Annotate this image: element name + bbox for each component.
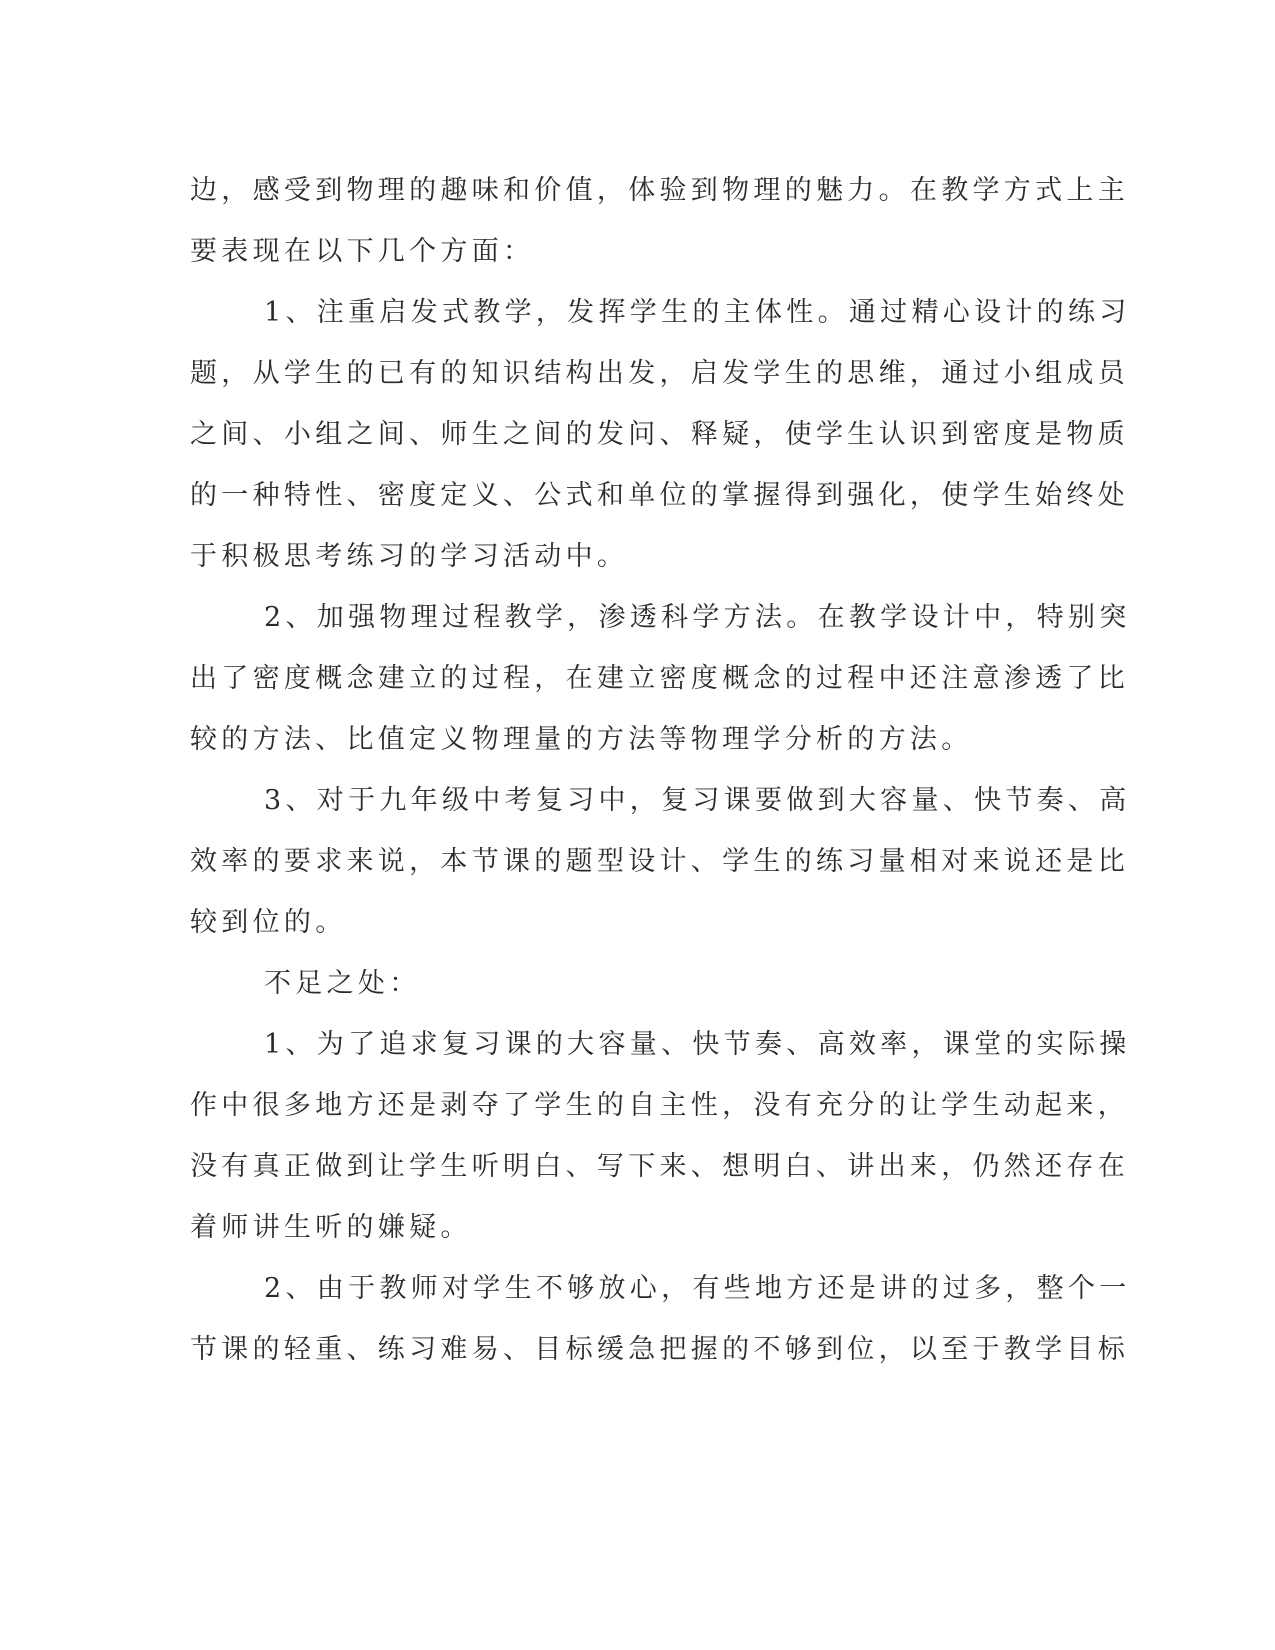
text-line: 3、对于九年级中考复习中，复习课要做到大容量、快节奏、高 <box>264 785 1131 816</box>
text-line: 着师讲生听的嫌疑。 <box>190 1212 472 1243</box>
text-line: 的一种特性、密度定义、公式和单位的掌握得到强化，使学生始终处 <box>190 480 1129 511</box>
text-line: 2、加强物理过程教学，渗透科学方法。在教学设计中，特别突 <box>264 602 1131 633</box>
text-line: 效率的要求来说，本节课的题型设计、学生的练习量相对来说还是比 <box>190 846 1129 877</box>
text-line: 2、由于教师对学生不够放心，有些地方还是讲的过多，整个一 <box>264 1273 1131 1304</box>
text-line: 较的方法、比值定义物理量的方法等物理学分析的方法。 <box>190 724 973 755</box>
text-line: 之间、小组之间、师生之间的发问、释疑，使学生认识到密度是物质 <box>190 419 1129 450</box>
text-line: 题，从学生的已有的知识结构出发，启发学生的思维，通过小组成员 <box>190 358 1129 389</box>
text-line: 边，感受到物理的趣味和价值，体验到物理的魅力。在教学方式上主 <box>190 175 1129 206</box>
text-line: 于积极思考练习的学习活动中。 <box>190 541 629 572</box>
text-line: 1、为了追求复习课的大容量、快节奏、高效率，课堂的实际操 <box>264 1029 1131 1060</box>
text-line: 没有真正做到让学生听明白、写下来、想明白、讲出来，仍然还存在 <box>190 1151 1129 1182</box>
text-line: 作中很多地方还是剥夺了学生的自主性，没有充分的让学生动起来， <box>190 1090 1129 1121</box>
text-line: 节课的轻重、练习难易、目标缓急把握的不够到位，以至于教学目标 <box>190 1334 1129 1365</box>
text-line: 1、注重启发式教学，发挥学生的主体性。通过精心设计的练习 <box>264 297 1131 328</box>
text-line: 要表现在以下几个方面： <box>190 236 535 267</box>
section-heading: 不足之处： <box>264 968 421 999</box>
document-body <box>190 160 1131 1380</box>
text-line: 较到位的。 <box>190 907 347 938</box>
text-line: 出了密度概念建立的过程，在建立密度概念的过程中还注意渗透了比 <box>190 663 1129 694</box>
